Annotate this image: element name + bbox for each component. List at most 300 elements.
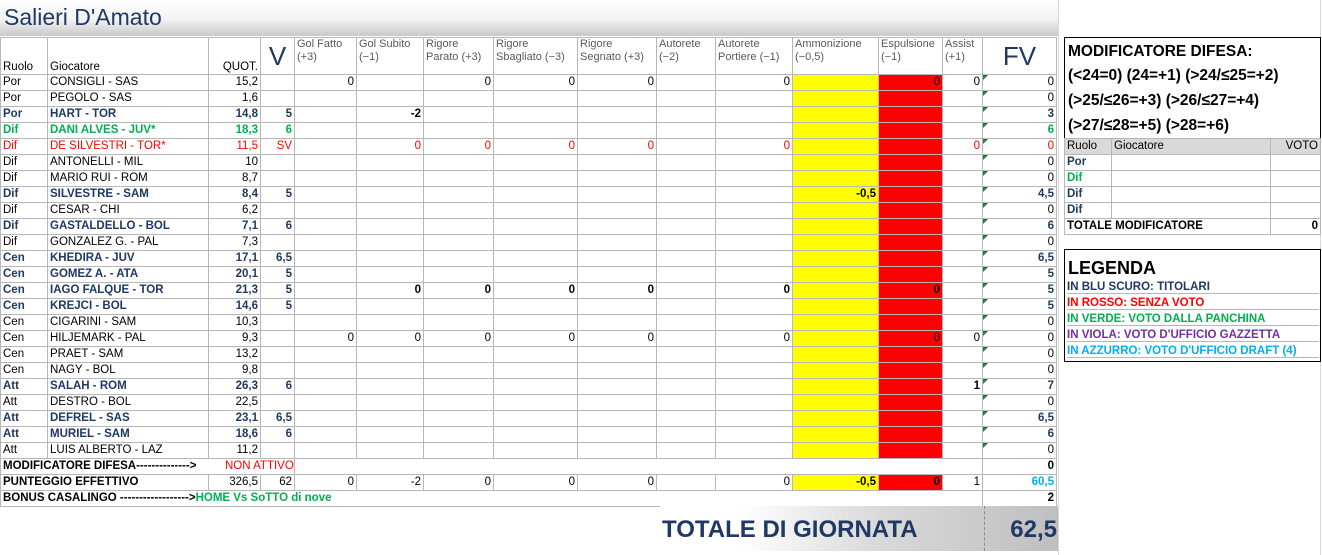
player-gf[interactable] (295, 251, 357, 267)
player-quot[interactable]: 8,7 (209, 171, 261, 187)
bonus-fv[interactable]: 2 (983, 491, 1057, 507)
player-amm[interactable] (793, 171, 879, 187)
player-rp[interactable] (424, 363, 494, 379)
punteggio-amm[interactable]: -0,5 (793, 475, 879, 491)
modificatore-fv[interactable]: 0 (983, 459, 1057, 475)
player-gf[interactable] (295, 347, 357, 363)
player-rs[interactable] (494, 267, 578, 283)
player-name[interactable]: SILVESTRE - SAM (48, 187, 209, 203)
header-rigore-segnato[interactable]: Rigore Segnato (+3) (578, 38, 657, 75)
player-rp[interactable] (424, 203, 494, 219)
player-ass[interactable] (943, 203, 983, 219)
player-rp[interactable] (424, 123, 494, 139)
player-gs[interactable] (357, 75, 424, 91)
player-gs[interactable] (357, 395, 424, 411)
player-name[interactable]: GONZALEZ G. - PAL (48, 235, 209, 251)
player-fv[interactable]: 0 (983, 75, 1057, 91)
player-aup[interactable] (716, 107, 793, 123)
player-esp[interactable]: 0 (879, 283, 943, 299)
player-amm[interactable] (793, 443, 879, 459)
player-quot[interactable]: 13,2 (209, 347, 261, 363)
player-fv[interactable]: 0 (983, 331, 1057, 347)
player-au[interactable] (657, 379, 716, 395)
player-ruolo[interactable]: Att (1, 379, 48, 395)
player-esp[interactable] (879, 155, 943, 171)
punteggio-rsg[interactable]: 0 (578, 475, 657, 491)
player-gf[interactable] (295, 171, 357, 187)
header-fv[interactable]: FV (983, 38, 1057, 75)
player-rp[interactable]: 0 (424, 331, 494, 347)
header-gol-fatto[interactable]: Gol Fatto (+3) (295, 38, 357, 75)
player-rp[interactable] (424, 235, 494, 251)
player-au[interactable] (657, 267, 716, 283)
player-ass[interactable] (943, 171, 983, 187)
player-rsg[interactable] (578, 299, 657, 315)
mod-row-giocatore[interactable] (1112, 203, 1271, 219)
player-name[interactable]: HILJEMARK - PAL (48, 331, 209, 347)
header-ruolo[interactable]: Ruolo (1, 38, 48, 75)
punteggio-aup[interactable]: 0 (716, 475, 793, 491)
player-rsg[interactable] (578, 267, 657, 283)
player-name[interactable]: KHEDIRA - JUV (48, 251, 209, 267)
punteggio-rs[interactable]: 0 (494, 475, 578, 491)
player-aup[interactable] (716, 235, 793, 251)
player-voto[interactable] (261, 155, 295, 171)
mod-row-giocatore[interactable] (1112, 187, 1271, 203)
player-esp[interactable] (879, 427, 943, 443)
header-rigore-sbagliato[interactable]: Rigore Sbagliato (−3) (494, 38, 578, 75)
player-au[interactable] (657, 107, 716, 123)
player-au[interactable] (657, 91, 716, 107)
player-name[interactable]: CESAR - CHI (48, 203, 209, 219)
player-aup[interactable] (716, 155, 793, 171)
player-ass[interactable] (943, 443, 983, 459)
player-voto[interactable]: 5 (261, 299, 295, 315)
player-rsg[interactable]: 0 (578, 283, 657, 299)
player-amm[interactable] (793, 251, 879, 267)
player-quot[interactable]: 14,6 (209, 299, 261, 315)
player-rs[interactable] (494, 123, 578, 139)
player-esp[interactable] (879, 379, 943, 395)
player-voto[interactable]: 6 (261, 379, 295, 395)
player-au[interactable] (657, 75, 716, 91)
player-rsg[interactable] (578, 187, 657, 203)
player-quot[interactable]: 15,2 (209, 75, 261, 91)
player-rp[interactable] (424, 155, 494, 171)
player-rs[interactable] (494, 379, 578, 395)
player-rsg[interactable] (578, 347, 657, 363)
player-quot[interactable]: 20,1 (209, 267, 261, 283)
player-ruolo[interactable]: Por (1, 75, 48, 91)
player-quot[interactable]: 17,1 (209, 251, 261, 267)
player-rsg[interactable] (578, 171, 657, 187)
player-ass[interactable] (943, 267, 983, 283)
player-amm[interactable] (793, 267, 879, 283)
player-gs[interactable] (357, 347, 424, 363)
player-gs[interactable] (357, 315, 424, 331)
player-aup[interactable] (716, 411, 793, 427)
player-esp[interactable] (879, 187, 943, 203)
player-quot[interactable]: 26,3 (209, 379, 261, 395)
player-fv[interactable]: 5 (983, 267, 1057, 283)
player-aup[interactable]: 0 (716, 331, 793, 347)
player-esp[interactable] (879, 299, 943, 315)
player-name[interactable]: HART - TOR (48, 107, 209, 123)
player-au[interactable] (657, 427, 716, 443)
player-quot[interactable]: 14,8 (209, 107, 261, 123)
player-ass[interactable] (943, 427, 983, 443)
punteggio-ass[interactable]: 1 (943, 475, 983, 491)
player-aup[interactable] (716, 427, 793, 443)
player-rsg[interactable] (578, 443, 657, 459)
player-quot[interactable]: 9,8 (209, 363, 261, 379)
player-fv[interactable]: 6 (983, 219, 1057, 235)
player-au[interactable] (657, 155, 716, 171)
player-ass[interactable] (943, 155, 983, 171)
player-amm[interactable] (793, 427, 879, 443)
player-au[interactable] (657, 139, 716, 155)
player-ass[interactable] (943, 347, 983, 363)
mod-row-giocatore[interactable] (1112, 155, 1271, 171)
player-fv[interactable]: 0 (983, 203, 1057, 219)
player-aup[interactable] (716, 187, 793, 203)
header-assist[interactable]: Assist (+1) (943, 38, 983, 75)
player-rs[interactable] (494, 315, 578, 331)
player-amm[interactable] (793, 411, 879, 427)
player-fv[interactable]: 0 (983, 347, 1057, 363)
player-fv[interactable]: 0 (983, 363, 1057, 379)
mod-row-voto[interactable] (1271, 155, 1321, 171)
player-ruolo[interactable]: Cen (1, 283, 48, 299)
player-gf[interactable] (295, 219, 357, 235)
player-ruolo[interactable]: Dif (1, 203, 48, 219)
player-gf[interactable] (295, 427, 357, 443)
player-au[interactable] (657, 203, 716, 219)
player-amm[interactable] (793, 91, 879, 107)
player-gf[interactable] (295, 363, 357, 379)
mod-row-ruolo[interactable]: Por (1065, 155, 1112, 171)
player-esp[interactable] (879, 267, 943, 283)
player-ass[interactable]: 0 (943, 75, 983, 91)
player-fv[interactable]: 4,5 (983, 187, 1057, 203)
player-quot[interactable]: 21,3 (209, 283, 261, 299)
player-name[interactable]: DEFREL - SAS (48, 411, 209, 427)
mod-totale-value[interactable]: 0 (1271, 219, 1321, 235)
player-rp[interactable]: 0 (424, 139, 494, 155)
player-ass[interactable] (943, 395, 983, 411)
player-quot[interactable]: 22,5 (209, 395, 261, 411)
player-quot[interactable]: 11,5 (209, 139, 261, 155)
player-amm[interactable] (793, 363, 879, 379)
player-ruolo[interactable]: Dif (1, 139, 48, 155)
mod-row-voto[interactable] (1271, 171, 1321, 187)
player-gs[interactable]: 0 (357, 331, 424, 347)
header-giocatore[interactable]: Giocatore (48, 38, 209, 75)
player-rsg[interactable] (578, 123, 657, 139)
player-rs[interactable] (494, 91, 578, 107)
player-aup[interactable] (716, 443, 793, 459)
player-ass[interactable] (943, 187, 983, 203)
player-ass[interactable] (943, 283, 983, 299)
player-esp[interactable] (879, 363, 943, 379)
player-gs[interactable] (357, 251, 424, 267)
player-gs[interactable] (357, 363, 424, 379)
player-ruolo[interactable]: Cen (1, 299, 48, 315)
player-fv[interactable]: 3 (983, 107, 1057, 123)
player-rs[interactable] (494, 427, 578, 443)
player-ass[interactable] (943, 363, 983, 379)
player-rs[interactable] (494, 411, 578, 427)
player-gs[interactable] (357, 123, 424, 139)
player-ruolo[interactable]: Por (1, 107, 48, 123)
player-rs[interactable] (494, 443, 578, 459)
player-amm[interactable] (793, 107, 879, 123)
player-ruolo[interactable]: Cen (1, 363, 48, 379)
player-aup[interactable]: 0 (716, 283, 793, 299)
player-gs[interactable] (357, 379, 424, 395)
player-gf[interactable]: 0 (295, 331, 357, 347)
player-rs[interactable] (494, 347, 578, 363)
player-fv[interactable]: 0 (983, 171, 1057, 187)
player-rs[interactable] (494, 299, 578, 315)
player-gf[interactable] (295, 395, 357, 411)
player-ass[interactable] (943, 299, 983, 315)
player-quot[interactable]: 10 (209, 155, 261, 171)
player-voto[interactable] (261, 75, 295, 91)
player-ass[interactable] (943, 315, 983, 331)
player-esp[interactable] (879, 107, 943, 123)
player-rs[interactable]: 0 (494, 75, 578, 91)
player-rsg[interactable] (578, 219, 657, 235)
player-esp[interactable]: 0 (879, 75, 943, 91)
player-quot[interactable]: 1,6 (209, 91, 261, 107)
player-aup[interactable] (716, 91, 793, 107)
player-aup[interactable] (716, 251, 793, 267)
mod-row-voto[interactable] (1271, 203, 1321, 219)
player-quot[interactable]: 18,6 (209, 427, 261, 443)
player-amm[interactable] (793, 299, 879, 315)
player-rs[interactable] (494, 363, 578, 379)
player-gs[interactable] (357, 219, 424, 235)
player-au[interactable] (657, 123, 716, 139)
player-name[interactable]: DESTRO - BOL (48, 395, 209, 411)
player-rs[interactable] (494, 155, 578, 171)
player-fv[interactable]: 0 (983, 395, 1057, 411)
player-au[interactable] (657, 171, 716, 187)
player-quot[interactable]: 8,4 (209, 187, 261, 203)
player-rs[interactable] (494, 395, 578, 411)
player-rs[interactable] (494, 251, 578, 267)
player-ass[interactable] (943, 91, 983, 107)
player-aup[interactable] (716, 203, 793, 219)
player-ruolo[interactable]: Dif (1, 219, 48, 235)
player-rp[interactable] (424, 267, 494, 283)
player-rs[interactable] (494, 203, 578, 219)
player-gf[interactable] (295, 235, 357, 251)
player-gf[interactable]: 0 (295, 75, 357, 91)
player-au[interactable] (657, 443, 716, 459)
player-rs[interactable]: 0 (494, 139, 578, 155)
player-name[interactable]: ANTONELLI - MIL (48, 155, 209, 171)
player-esp[interactable]: 0 (879, 331, 943, 347)
punteggio-quot[interactable]: 326,5 (209, 475, 261, 491)
player-name[interactable]: GASTALDELLO - BOL (48, 219, 209, 235)
player-rsg[interactable] (578, 315, 657, 331)
player-gs[interactable]: 0 (357, 283, 424, 299)
player-rp[interactable] (424, 427, 494, 443)
player-ass[interactable]: 0 (943, 139, 983, 155)
player-amm[interactable] (793, 395, 879, 411)
player-ruolo[interactable]: Dif (1, 155, 48, 171)
player-amm[interactable] (793, 379, 879, 395)
player-au[interactable] (657, 187, 716, 203)
player-gf[interactable] (295, 155, 357, 171)
player-au[interactable] (657, 411, 716, 427)
player-esp[interactable] (879, 91, 943, 107)
totale-value[interactable]: 62,5 (1010, 516, 1057, 543)
player-fv[interactable]: 0 (983, 315, 1057, 331)
player-name[interactable]: MURIEL - SAM (48, 427, 209, 443)
player-rp[interactable]: 0 (424, 75, 494, 91)
player-rs[interactable] (494, 187, 578, 203)
player-gf[interactable] (295, 283, 357, 299)
player-esp[interactable] (879, 219, 943, 235)
player-au[interactable] (657, 235, 716, 251)
player-gf[interactable] (295, 107, 357, 123)
player-rs[interactable]: 0 (494, 331, 578, 347)
player-rs[interactable] (494, 171, 578, 187)
player-amm[interactable] (793, 203, 879, 219)
player-quot[interactable]: 9,3 (209, 331, 261, 347)
player-fv[interactable]: 0 (983, 155, 1057, 171)
player-au[interactable] (657, 363, 716, 379)
header-v[interactable]: V (261, 38, 295, 75)
player-esp[interactable] (879, 395, 943, 411)
player-gf[interactable] (295, 379, 357, 395)
punteggio-gs[interactable]: -2 (357, 475, 424, 491)
player-ruolo[interactable]: Dif (1, 187, 48, 203)
player-ass[interactable] (943, 411, 983, 427)
player-aup[interactable] (716, 347, 793, 363)
player-esp[interactable] (879, 235, 943, 251)
player-rsg[interactable]: 0 (578, 75, 657, 91)
player-rsg[interactable] (578, 107, 657, 123)
player-rsg[interactable] (578, 155, 657, 171)
player-voto[interactable] (261, 203, 295, 219)
player-fv[interactable]: 6,5 (983, 251, 1057, 267)
header-ammonizione[interactable]: Ammonizione (−0,5) (793, 38, 879, 75)
player-rp[interactable] (424, 411, 494, 427)
header-autorete[interactable]: Autorete (−2) (657, 38, 716, 75)
player-quot[interactable]: 11,2 (209, 443, 261, 459)
player-voto[interactable] (261, 315, 295, 331)
player-ruolo[interactable]: Por (1, 91, 48, 107)
player-au[interactable] (657, 283, 716, 299)
player-aup[interactable] (716, 363, 793, 379)
player-amm[interactable] (793, 347, 879, 363)
player-au[interactable] (657, 251, 716, 267)
player-au[interactable] (657, 347, 716, 363)
punteggio-fv[interactable]: 60,5 (983, 475, 1057, 491)
player-voto[interactable]: 5 (261, 283, 295, 299)
player-name[interactable]: PRAET - SAM (48, 347, 209, 363)
player-esp[interactable] (879, 347, 943, 363)
player-gs[interactable] (357, 267, 424, 283)
player-voto[interactable] (261, 347, 295, 363)
player-esp[interactable] (879, 411, 943, 427)
player-ruolo[interactable]: Cen (1, 267, 48, 283)
player-amm[interactable] (793, 283, 879, 299)
player-amm[interactable] (793, 219, 879, 235)
player-rp[interactable] (424, 395, 494, 411)
player-rsg[interactable] (578, 203, 657, 219)
player-voto[interactable]: 6,5 (261, 411, 295, 427)
player-rsg[interactable]: 0 (578, 331, 657, 347)
player-amm[interactable] (793, 235, 879, 251)
player-fv[interactable]: 7 (983, 379, 1057, 395)
header-autorete-portiere[interactable]: Autorete Portiere (−1) (716, 38, 793, 75)
player-voto[interactable]: 5 (261, 267, 295, 283)
player-rsg[interactable] (578, 395, 657, 411)
player-gs[interactable] (357, 203, 424, 219)
player-esp[interactable] (879, 123, 943, 139)
player-rsg[interactable] (578, 411, 657, 427)
player-rsg[interactable] (578, 235, 657, 251)
player-gf[interactable] (295, 187, 357, 203)
player-gs[interactable] (357, 443, 424, 459)
player-ass[interactable] (943, 123, 983, 139)
player-aup[interactable]: 0 (716, 75, 793, 91)
player-name[interactable]: LUIS ALBERTO - LAZ (48, 443, 209, 459)
player-gs[interactable] (357, 299, 424, 315)
player-rp[interactable] (424, 443, 494, 459)
player-voto[interactable] (261, 395, 295, 411)
player-ruolo[interactable]: Cen (1, 347, 48, 363)
mod-row-voto[interactable] (1271, 187, 1321, 203)
player-rp[interactable] (424, 91, 494, 107)
player-rp[interactable] (424, 107, 494, 123)
player-voto[interactable]: 5 (261, 107, 295, 123)
player-quot[interactable]: 23,1 (209, 411, 261, 427)
header-rigore-parato[interactable]: Rigore Parato (+3) (424, 38, 494, 75)
player-name[interactable]: PEGOLO - SAS (48, 91, 209, 107)
player-esp[interactable] (879, 443, 943, 459)
player-esp[interactable] (879, 139, 943, 155)
player-esp[interactable] (879, 315, 943, 331)
player-rs[interactable]: 0 (494, 283, 578, 299)
player-rp[interactable] (424, 219, 494, 235)
header-gol-subito[interactable]: Gol Subito (−1) (357, 38, 424, 75)
player-voto[interactable]: 6 (261, 219, 295, 235)
player-ass[interactable] (943, 251, 983, 267)
player-gs[interactable]: 0 (357, 139, 424, 155)
player-ruolo[interactable]: Att (1, 443, 48, 459)
player-gf[interactable] (295, 443, 357, 459)
mod-row-ruolo[interactable]: Dif (1065, 203, 1112, 219)
player-rp[interactable] (424, 171, 494, 187)
player-ass[interactable]: 1 (943, 379, 983, 395)
player-fv[interactable]: 6,5 (983, 411, 1057, 427)
player-gs[interactable] (357, 411, 424, 427)
player-voto[interactable] (261, 171, 295, 187)
player-ruolo[interactable]: Cen (1, 331, 48, 347)
player-voto[interactable]: 5 (261, 187, 295, 203)
player-esp[interactable] (879, 203, 943, 219)
player-ruolo[interactable]: Att (1, 395, 48, 411)
player-quot[interactable]: 10,3 (209, 315, 261, 331)
player-rp[interactable] (424, 347, 494, 363)
player-fv[interactable]: 5 (983, 283, 1057, 299)
